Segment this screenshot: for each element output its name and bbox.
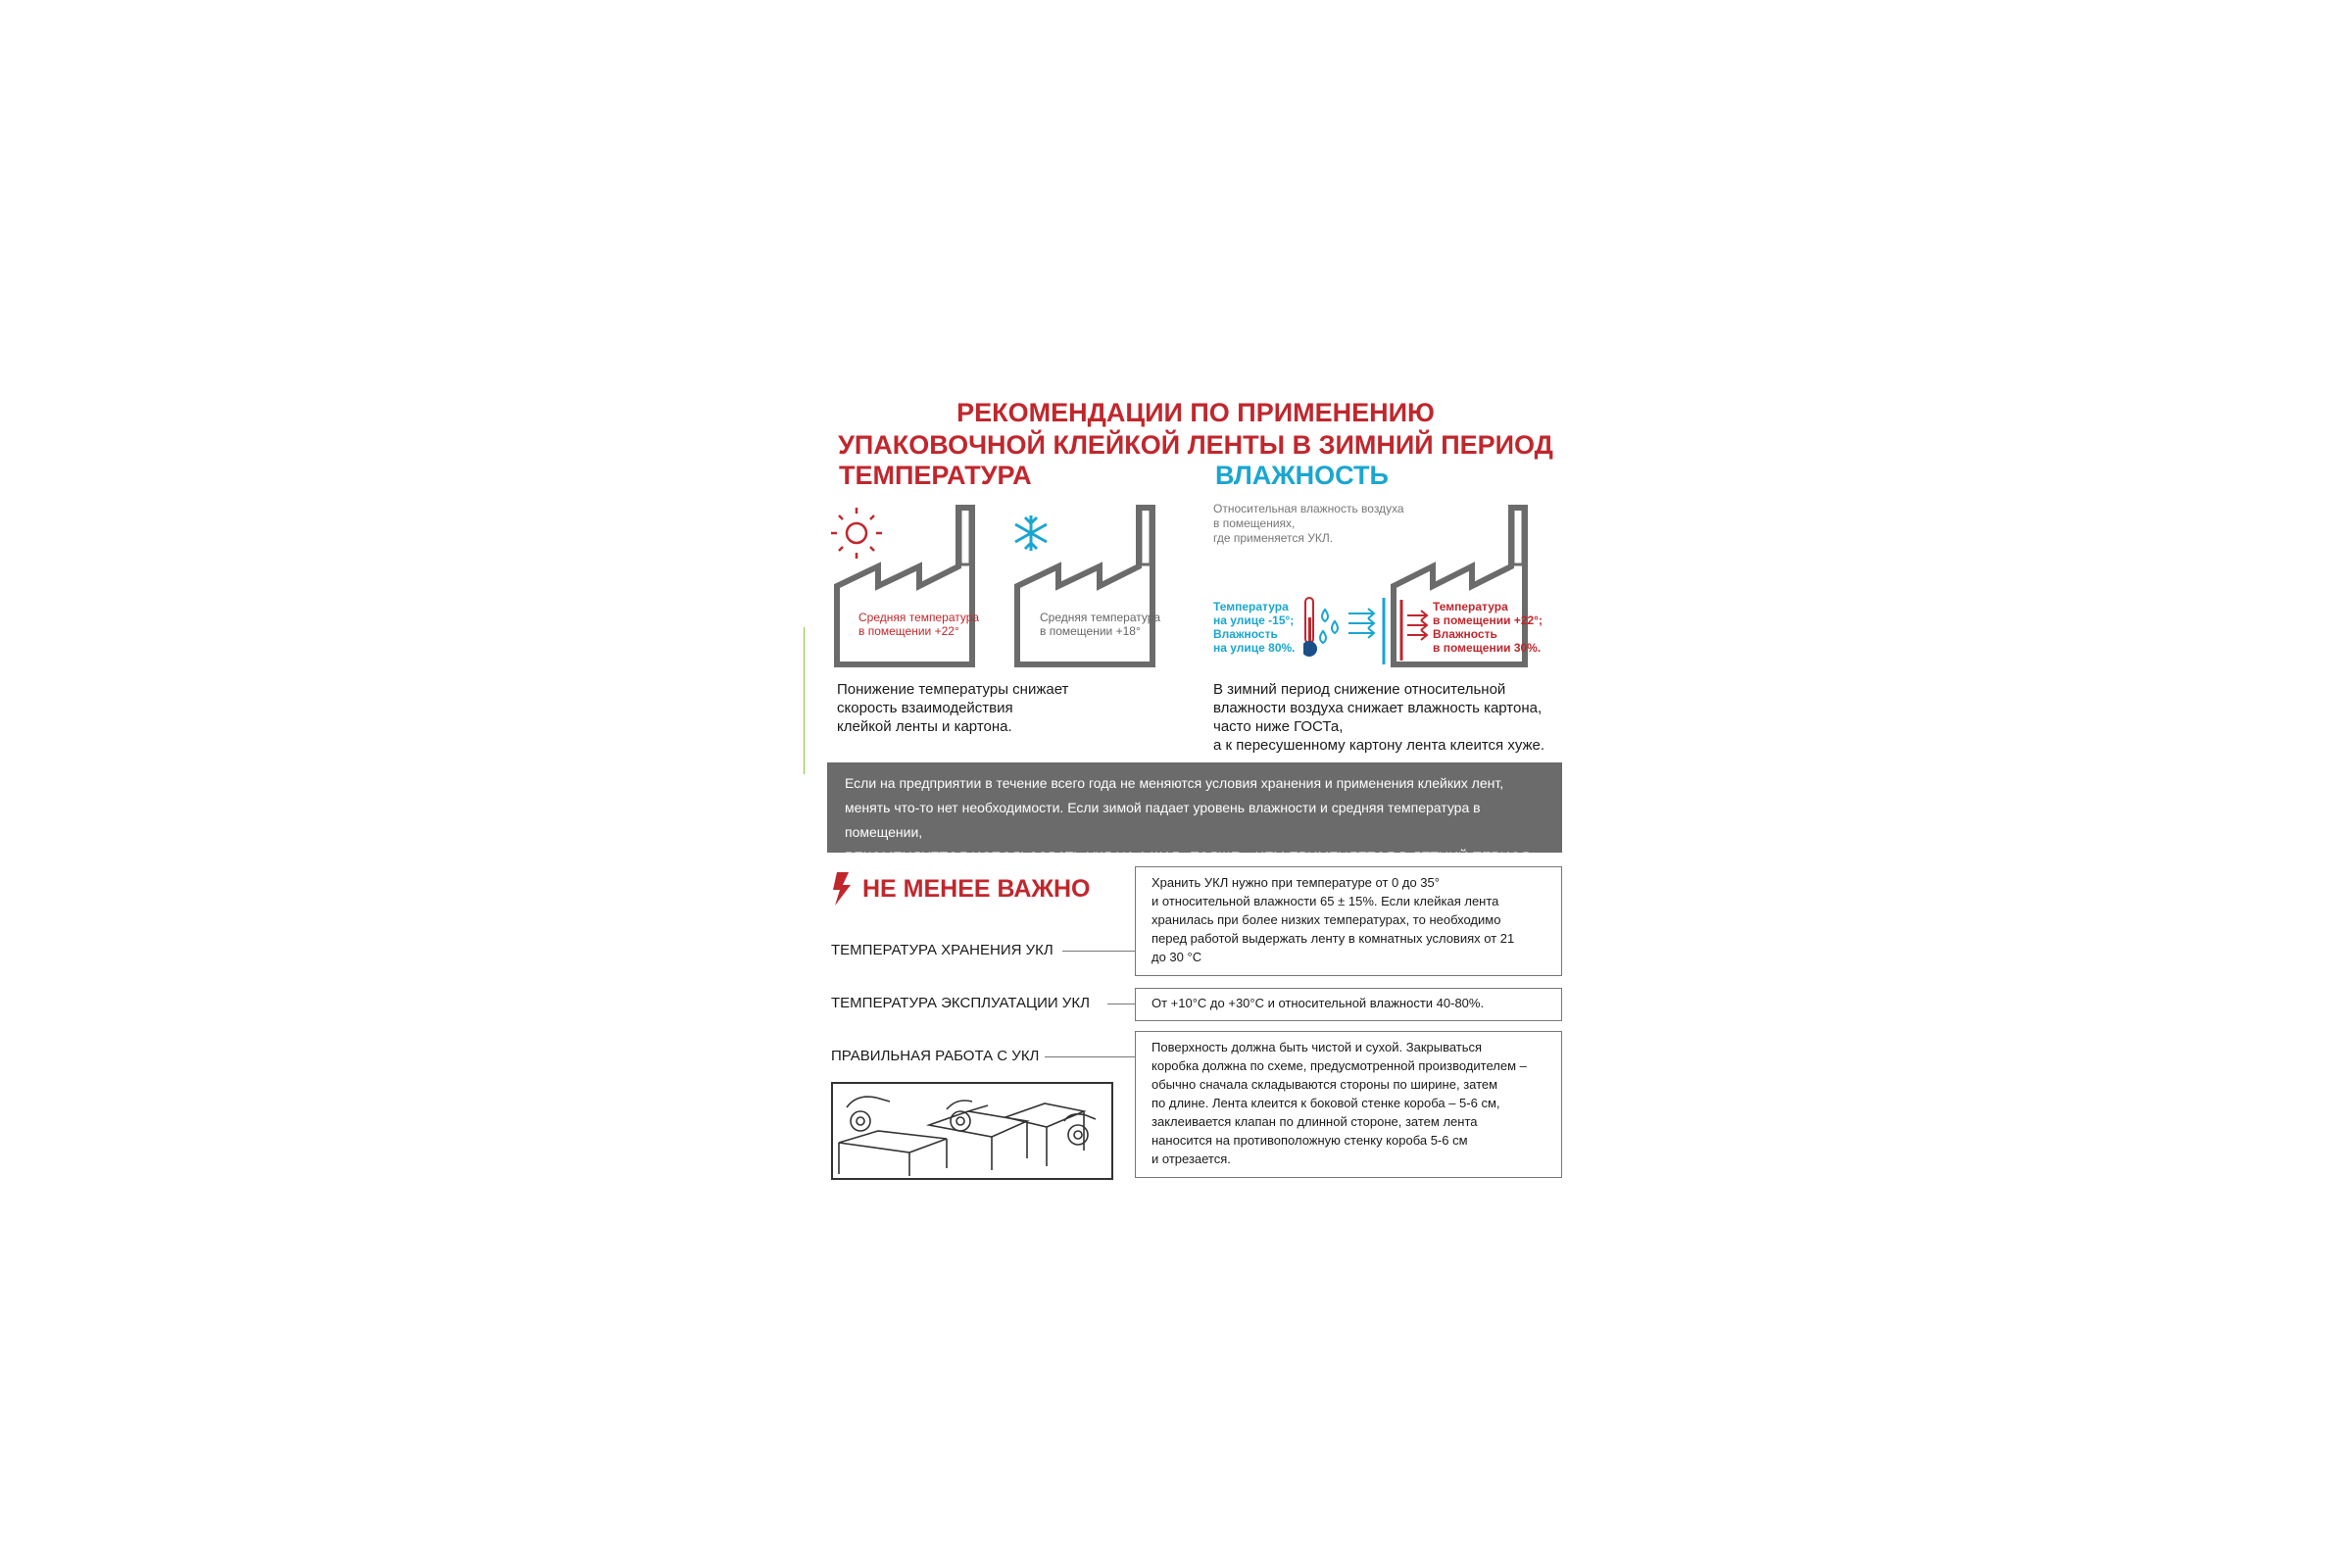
factory-warm-outline	[837, 508, 972, 664]
proper-work-label: ПРАВИЛЬНАЯ РАБОТА С УКЛ	[831, 1048, 1040, 1064]
title-line-1: РЕКОМЕНДАЦИИ ПО ПРИМЕНЕНИЮ	[956, 398, 1435, 427]
usage-temp-box: От +10°С до +30°С и относительной влажности 40-80%.	[1135, 988, 1562, 1021]
temperature-text: Понижение температуры снижает скорость взаимодействия клейкой ленты и картона.	[837, 681, 1069, 735]
banner-line-2: менять что-то нет необходимости. Если зимой падает уровень влажности и средняя температура в помещении,	[845, 800, 1481, 840]
humidity-note: Относительная влажность воздуха в помещениях, где применяется УКЛ.	[1213, 502, 1404, 545]
proper-work-box: Поверхность должна быть чистой и сухой. Закрываться коробка должна по схеме, предусмотренной производителем – обычно сначала складываются стороны по ширине, затем по длине. Лента клеится к боковой стенке короба – 5-6 см, заклеивается клапан по длинной стороне, затем лента наносится на противоположную стенку короба 5-6 см и отрезается.	[1135, 1031, 1562, 1178]
droplets-icon	[1320, 610, 1338, 643]
title-line-2: УПАКОВОЧНОЙ КЛЕЙКОЙ ЛЕНТЫ В ЗИМНИЙ ПЕРИОД	[838, 430, 1553, 460]
sun-icon	[831, 508, 882, 559]
airflow-arrows-icon	[1348, 609, 1374, 638]
inside-conditions: Температура в помещении +22°; Влажность в помещении 30%.	[1433, 600, 1543, 655]
connector-line	[1062, 951, 1135, 952]
connector-line	[1045, 1056, 1135, 1057]
page-title	[823, 397, 1568, 462]
important-heading: НЕ МЕНЕЕ ВАЖНО	[862, 875, 1091, 903]
inside-arrows-icon	[1407, 611, 1427, 640]
humidity-heading: ВЛАЖНОСТЬ	[1215, 461, 1389, 490]
storage-temp-label: ТЕМПЕРАТУРА ХРАНЕНИЯ УКЛ	[831, 942, 1054, 958]
snowflake-icon	[1015, 515, 1047, 551]
humidity-text: В зимний период снижение относительной влажности воздуха снижает влажность картона, часто ниже ГОСТа, а к пересушенному картону лента клеится хуже.	[1213, 681, 1545, 754]
thermometer-icon	[1303, 598, 1317, 657]
outside-conditions: Температура на улице -15°; Влажность на улице 80%.	[1213, 600, 1296, 655]
storage-temp-box: Хранить УКЛ нужно при температуре от 0 до 35° и относительной влажности 65 ± 15%. Если клейкая лента хранилась при более низких температурах, то необходимо перед работой выдержать ленту в комнатных условиях от 21 до 30 °С	[1135, 866, 1562, 976]
divider-line	[804, 627, 805, 774]
lightning-icon	[833, 872, 853, 906]
usage-temp-label: ТЕМПЕРАТУРА ЭКСПЛУАТАЦИИ УКЛ	[831, 995, 1090, 1011]
banner-line-3: РЕКОМЕНДУЕТСЯ ИСПОЛЬЗОВАТЬ УКЛ НА 1 ШАГ «ТОЛЩЕ», ЧЕМ ПРИМЕНЯЕТСЯ В ЛЕТНИЙ ПЕРИОД.	[845, 849, 1534, 864]
factory-cold-outline	[1017, 508, 1152, 664]
temperature-heading: ТЕМПЕРАТУРА	[839, 461, 1032, 490]
temperature-illustration	[831, 500, 1203, 676]
recommendation-banner	[827, 762, 1562, 864]
factory-warm-label: Средняя температура в помещении +22°	[858, 611, 980, 638]
factory-cold-label: Средняя температура в помещении +18°	[1040, 611, 1161, 638]
banner-line-1: Если на предприятии в течение всего года не меняются условия хранения и применения клейких лент,	[845, 775, 1504, 791]
box-taping-illustration	[831, 1082, 1113, 1180]
